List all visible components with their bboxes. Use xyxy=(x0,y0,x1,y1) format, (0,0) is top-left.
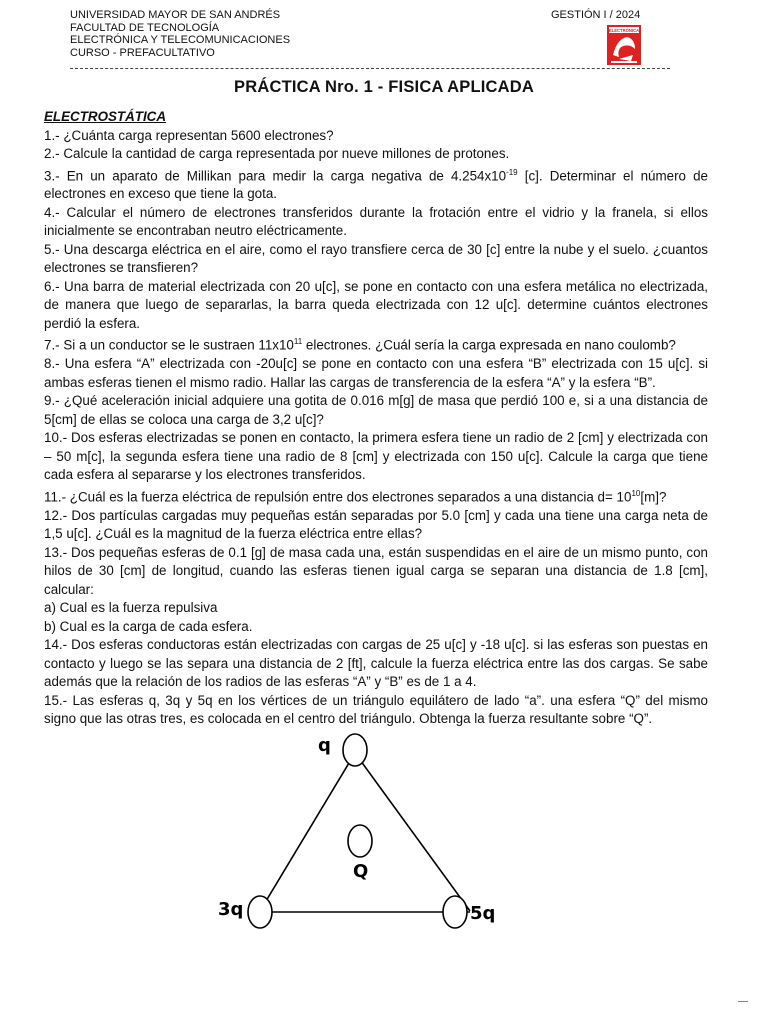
logo-text: ELECTRÓNICA xyxy=(608,28,640,33)
page-corner-mark xyxy=(738,1001,748,1002)
problem-13: 13.- Dos pequeñas esferas de 0.1 [g] de masa cada una, están suspendidas en el aire de un mismo punto, con hilos de 30 [cm] de longitud, cuando las esferas tienen igual carga se separan una distancia de 1.8 [cm], calcular: xyxy=(44,544,708,597)
problem-10: 10.- Dos esferas electrizadas se ponen en contacto, la primera esfera tiene un radio de 2 [cm] y electrizada con – 50 m[c], la segunda esfera tiene una radio de 8 [cm] y electrizada con 150 u[c]. Calcule la carga que tiene cada esfera al separarse y los electrones transferidos. xyxy=(44,430,708,483)
sphere-Q xyxy=(348,825,372,857)
triangle-diagram xyxy=(200,725,520,945)
problem-15: 15.- Las esferas q, 3q y 5q en los vértices de un triángulo equilátero de lado “a”. una esfera “Q” del mismo signo que las otras tres, es colocada en el centro del triángulo. Obtenga la fuerza resultante sobre “Q”. xyxy=(44,692,708,727)
sphere-5q xyxy=(443,896,467,928)
problem-4: 4.- Calcular el número de electrones transferidos durante la frotación entre el vidrio y la franela, si ellos inicialmente se encontraban neutro eléctricamente. xyxy=(44,204,708,239)
triangle-side-right xyxy=(355,753,470,911)
label-3q: 3q xyxy=(218,899,244,920)
department-name: ELECTRÓNICA Y TELECOMUNICACIONES xyxy=(70,34,291,46)
problem-13a: a) Cual es la fuerza repulsiva xyxy=(44,600,218,616)
problem-14: 14.- Dos esferas conductoras están electrizadas con cargas de 25 u[c] y -18 u[c]. si las esferas son puestas en contacto y luego se las separa una distancia de 2 [ft], calcule la fuerza eléctrica entre las dos cargas. Se sabe además que la relación de los radios de las esferas “A” y “B” es de 1 a 4. xyxy=(44,637,708,690)
problem-8: 8.- Una esfera “A” electrizada con -20u[c] se pone en contacto con una esfera “B” electrizada con 15 u[c]. si ambas esferas tienen el mismo radio. Hallar las cargas de transferencia de la esfera “A” y la esfera “B”. xyxy=(44,356,708,390)
problem-13b: b) Cual es la carga de cada esfera. xyxy=(44,618,253,634)
header-divider xyxy=(70,68,670,69)
page-title: PRÁCTICA Nro. 1 - FISICA APLICADA xyxy=(234,78,534,96)
label-5q: 5q xyxy=(470,903,496,924)
term-label: GESTIÓN I / 2024 xyxy=(551,9,641,21)
course-name: CURSO - PREFACULTATIVO xyxy=(70,46,215,59)
label-Q: Q xyxy=(353,861,369,882)
faculty-name: FACULTAD DE TECNOLOGÍA xyxy=(70,21,220,34)
problem-6: 6.- Una barra de material electrizada con 20 u[c], se pone en contacto con una esfera metálica no electrizada, de manera que luego de separarlas, la barra queda electrizada con 12 u[c]. determine cuántos electrones perdió la esfera. xyxy=(44,278,708,331)
problem-11: 11.- ¿Cuál es la fuerza eléctrica de repulsión entre dos electrones separados a una distancia $d= 10^{10}[m]$? xyxy=(44,488,667,505)
problem-2: 2.- Calcule la cantidad de carga representada por nueve millones de protones. xyxy=(44,146,510,161)
problem-9: 9.- ¿Qué aceleración inicial adquiere una gotita de 0.016 m[g] de masa que perdió 100 e, si a una distancia de 5[cm] de ellas se coloca una carga de 3,2 u[c]? xyxy=(44,393,708,427)
label-q: q xyxy=(318,735,331,756)
faculty-logo xyxy=(607,25,641,65)
sphere-3q xyxy=(248,896,272,928)
problem-list xyxy=(44,108,708,729)
problem-12: 12.- Dos partículas cargadas muy pequeñas están separadas por 5.0 [cm] y cada una tiene una carga neta de 1,5 u[c]. ¿Cuál es la magnitud de la fuerza eléctrica entre ellas? xyxy=(44,507,708,542)
university-name: UNIVERSIDAD MAYOR DE SAN ANDRÉS xyxy=(70,9,281,21)
problem-7: 7.- Si a un conductor se le sustraen $11x10^{11}$ electrones. ¿Cuál sería la carga expresada en nano coulomb? xyxy=(44,337,676,353)
problem-5: 5.- Una descarga eléctrica en el aire, como el rayo transfiere cerca de 30 [c] entre la nube y el suelo. ¿cuantos electrones se transfieren? xyxy=(44,241,708,276)
sphere-q xyxy=(343,734,367,766)
problem-1: 1.- ¿Cuánta carga representan 5600 electrones? xyxy=(44,127,334,143)
section-heading: ELECTROSTÁTICA xyxy=(44,109,166,124)
triangle-side-left xyxy=(260,753,355,911)
problem-3: 3.- En un aparato de Millikan para medir la carga negativa de $4.254x10^{-19}$ [c]. Determinar el número de electrones en exceso que tiene la gota. xyxy=(44,167,709,202)
